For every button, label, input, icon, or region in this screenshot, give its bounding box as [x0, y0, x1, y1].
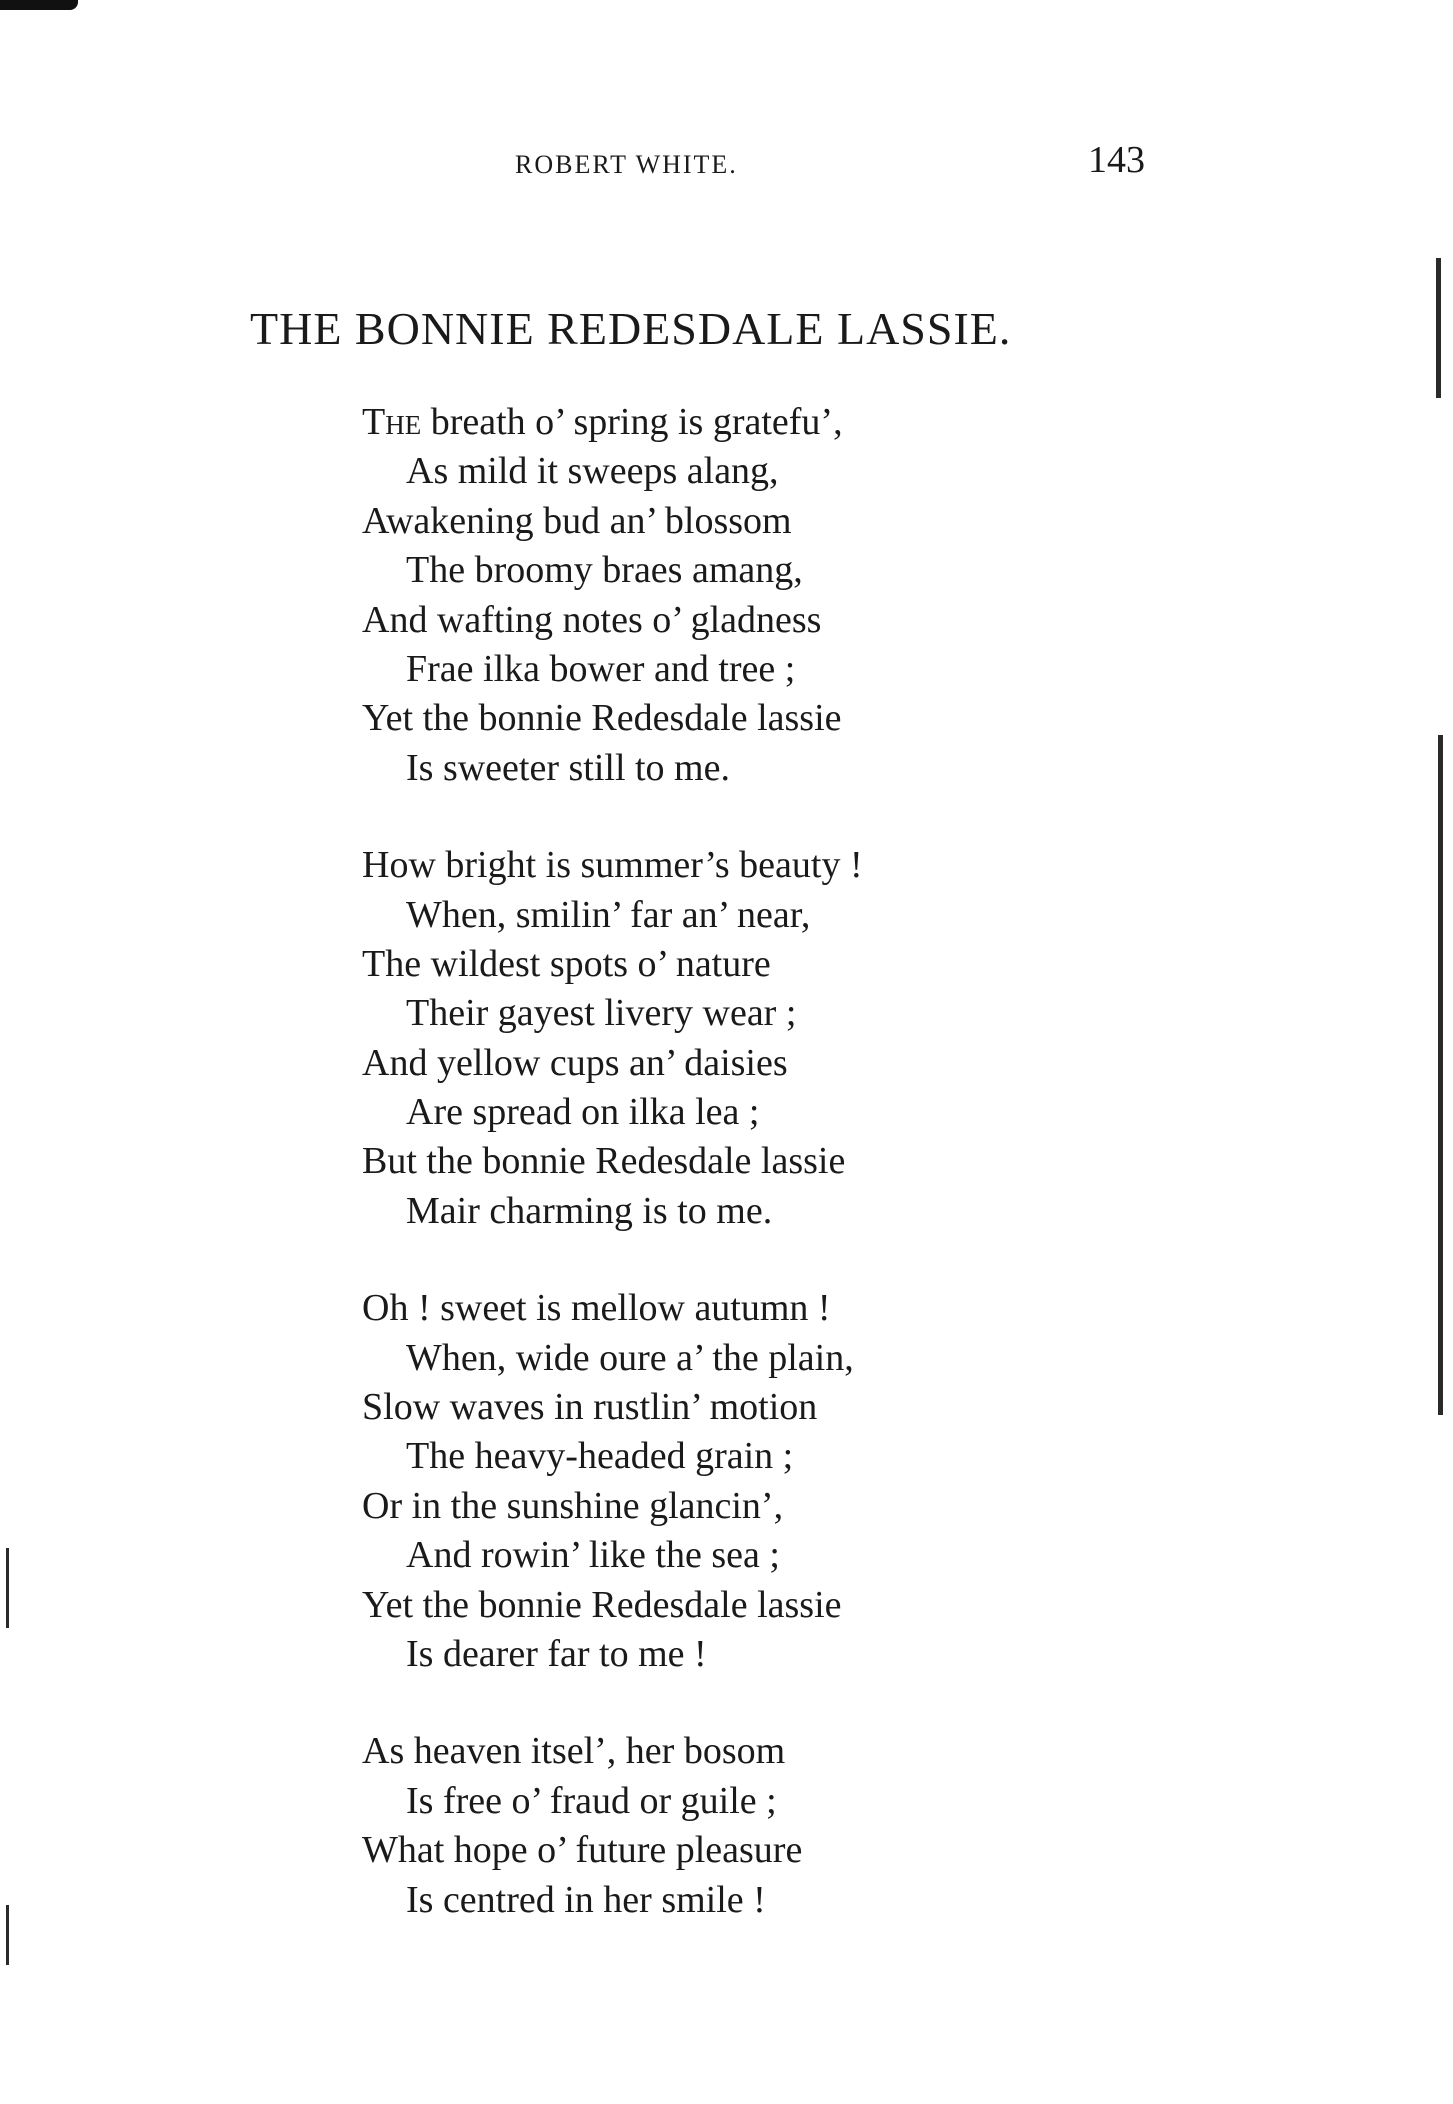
poem-line: As mild it sweeps alang,: [406, 450, 779, 493]
poem-line: Is dearer far to me !: [406, 1632, 707, 1675]
poem-line: How bright is summer’s beauty !: [362, 844, 863, 887]
poem-body: [362, 398, 1062, 1973]
poem-line: Yet the bonnie Redesdale lassie: [362, 697, 842, 740]
poem-line: When, wide oure a’ the plain,: [406, 1336, 854, 1379]
poem-line: Mair charming is to me.: [406, 1189, 773, 1232]
poem-title: THE BONNIE REDESDALE LASSIE.: [250, 303, 1012, 354]
poem-line: And yellow cups an’ daisies: [362, 1041, 788, 1084]
poem-line: And rowin’ like the sea ;: [406, 1534, 780, 1577]
poem-line: But the bonnie Redesdale lassie: [362, 1140, 846, 1183]
poem-line: And wafting notes o’ gladness: [362, 598, 822, 641]
poem-line: When, smilin’ far an’ near,: [406, 893, 811, 936]
stanza-3: [362, 1284, 1062, 1679]
scan-edge-strip-top: [1436, 258, 1441, 398]
poem-line: The wildest spots o’ nature: [362, 942, 771, 985]
poem-line: The broomy braes amang,: [406, 549, 803, 592]
stanza-2: [362, 841, 1062, 1236]
stanza-4: [362, 1727, 1062, 1925]
poem-line: Their gayest livery wear ;: [406, 992, 797, 1035]
poem-line: What hope o’ future pleasure: [362, 1829, 803, 1872]
poem-line: Slow waves in rustlin’ motion: [362, 1386, 818, 1429]
scan-edge-strip-left-lower: [6, 1548, 9, 1628]
poem-line: Are spread on ilka lea ;: [406, 1091, 760, 1134]
page-number: 143: [1088, 139, 1145, 181]
scan-edge-strip-left-bottom: [6, 1905, 9, 1965]
poem-line: The heavy-headed grain ;: [406, 1435, 794, 1478]
first-word: The: [362, 401, 422, 443]
running-head: ROBERT WHITE.: [515, 150, 738, 179]
scan-edge-strip-middle: [1438, 735, 1443, 1415]
poem-line: Is sweeter still to me.: [406, 746, 730, 789]
poem-line: Or in the sunshine glancin’,: [362, 1484, 784, 1527]
poem-line: [362, 398, 1062, 447]
poem-line: As heaven itsel’, her bosom: [362, 1730, 786, 1773]
scan-corner-mark: [0, 0, 78, 10]
poem-line: Yet the bonnie Redesdale lassie: [362, 1583, 842, 1626]
poem-line: Frae ilka bower and tree ;: [406, 647, 796, 690]
poem-line: Awakening bud an’ blossom: [362, 499, 792, 542]
poem-line-text: breath o’ spring is gratefu’,: [421, 401, 843, 443]
poem-line: Is free o’ fraud or guile ;: [406, 1779, 777, 1822]
poem-line: Is centred in her smile !: [406, 1878, 766, 1921]
stanza-1: [362, 398, 1062, 793]
poem-line: Oh ! sweet is mellow autumn !: [362, 1287, 831, 1330]
